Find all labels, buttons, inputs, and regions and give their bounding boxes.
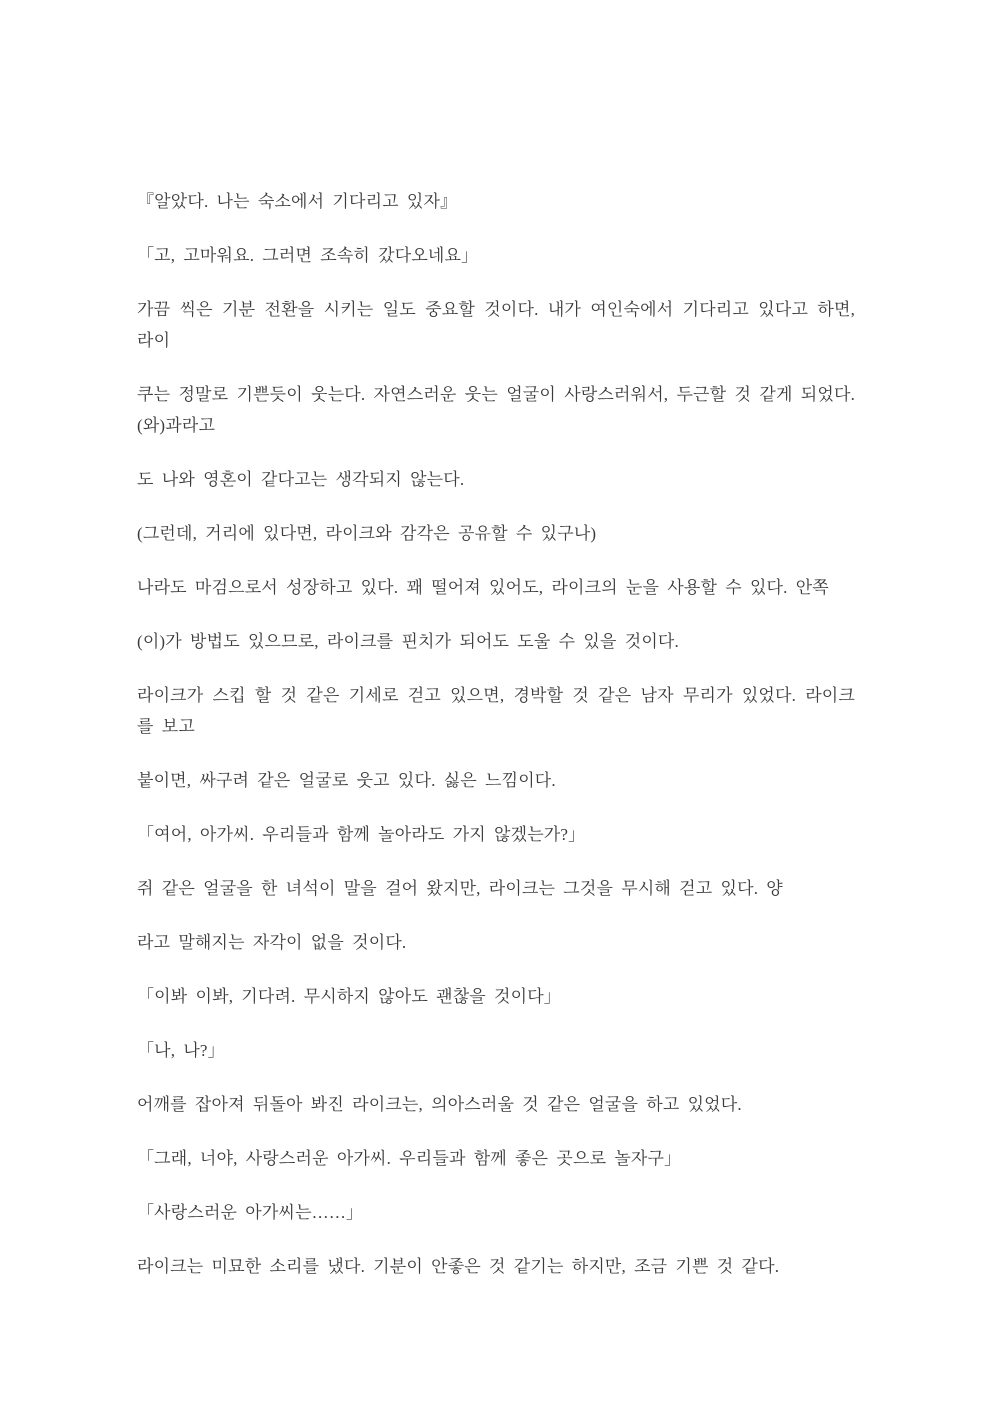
text-line: (와)과라고 bbox=[137, 416, 216, 435]
text-line: 라이 bbox=[137, 331, 171, 350]
text-line: (그런데, 거리에 있다면, 라이크와 감각은 공유할 수 있구나) bbox=[137, 524, 597, 543]
paragraph bbox=[137, 765, 855, 796]
text-line: 「나, 나?」 bbox=[137, 1041, 225, 1060]
text-line: 「이봐 이봐, 기다려. 무시하지 않아도 괜찮을 것이다」 bbox=[137, 987, 561, 1006]
paragraph bbox=[137, 1035, 855, 1066]
text-line: 붙이면, 싸구려 같은 얼굴로 웃고 있다. 싫은 느낌이다. bbox=[137, 771, 556, 790]
paragraph bbox=[137, 379, 855, 441]
text-line: 『알았다. 나는 숙소에서 기다리고 있자』 bbox=[137, 192, 458, 211]
text-line: (이)가 방법도 있으므로, 라이크를 핀치가 되어도 도울 수 있을 것이다. bbox=[137, 632, 679, 651]
paragraph bbox=[137, 1251, 855, 1282]
text-line: 도 나와 영혼이 같다고는 생각되지 않는다. bbox=[137, 470, 465, 489]
text-line: 「사랑스러운 아가씨는……」 bbox=[137, 1203, 364, 1222]
text-line: 쿠는 정말로 기쁜듯이 웃는다. 자연스러운 웃는 얼굴이 사랑스러워서, 두근할 것 같게 되었다. bbox=[137, 385, 855, 404]
paragraph bbox=[137, 464, 855, 495]
text-line: 「고, 고마워요. 그러면 조속히 갔다오네요」 bbox=[137, 246, 479, 265]
text-line: 쥐 같은 얼굴을 한 녀석이 말을 걸어 왔지만, 라이크는 그것을 무시해 걷고 있다. 양 bbox=[137, 879, 783, 898]
paragraph bbox=[137, 240, 855, 271]
text-line: 라고 말해지는 자각이 없을 것이다. bbox=[137, 933, 407, 952]
paragraph bbox=[137, 819, 855, 850]
text-line: 가끔 씩은 기분 전환을 시키는 일도 중요할 것이다. 내가 여인숙에서 기다리고 있다고 하면, bbox=[137, 300, 855, 319]
text-line: 나라도 마검으로서 성장하고 있다. 꽤 떨어져 있어도, 라이크의 눈을 사용할 수 있다. 안쪽 bbox=[137, 578, 829, 597]
text-line: 「그래, 너야, 사랑스러운 아가씨. 우리들과 함께 좋은 곳으로 놀자구」 bbox=[137, 1149, 682, 1168]
paragraph bbox=[137, 626, 855, 657]
paragraph bbox=[137, 572, 855, 603]
paragraph bbox=[137, 680, 855, 742]
text-line: 라이크가 스킵 할 것 같은 기세로 걷고 있으면, 경박할 것 같은 남자 무리가 있었다. 라이크 bbox=[137, 686, 855, 705]
paragraph bbox=[137, 873, 855, 904]
paragraph bbox=[137, 981, 855, 1012]
paragraph bbox=[137, 1089, 855, 1120]
paragraph bbox=[137, 294, 855, 356]
text-line: 「여어, 아가씨. 우리들과 함께 놀아라도 가지 않겠는가?」 bbox=[137, 825, 586, 844]
text-line: 어깨를 잡아져 뒤돌아 봐진 라이크는, 의아스러울 것 같은 얼굴을 하고 있었다. bbox=[137, 1095, 742, 1114]
paragraph bbox=[137, 518, 855, 549]
text-line: 라이크는 미묘한 소리를 냈다. 기분이 안좋은 것 같기는 하지만, 조금 기쁜 것 같다. bbox=[137, 1257, 780, 1276]
paragraph bbox=[137, 927, 855, 958]
text-line: 를 보고 bbox=[137, 717, 195, 736]
paragraph bbox=[137, 1197, 855, 1228]
paragraph bbox=[137, 1143, 855, 1174]
paragraph bbox=[137, 186, 855, 217]
